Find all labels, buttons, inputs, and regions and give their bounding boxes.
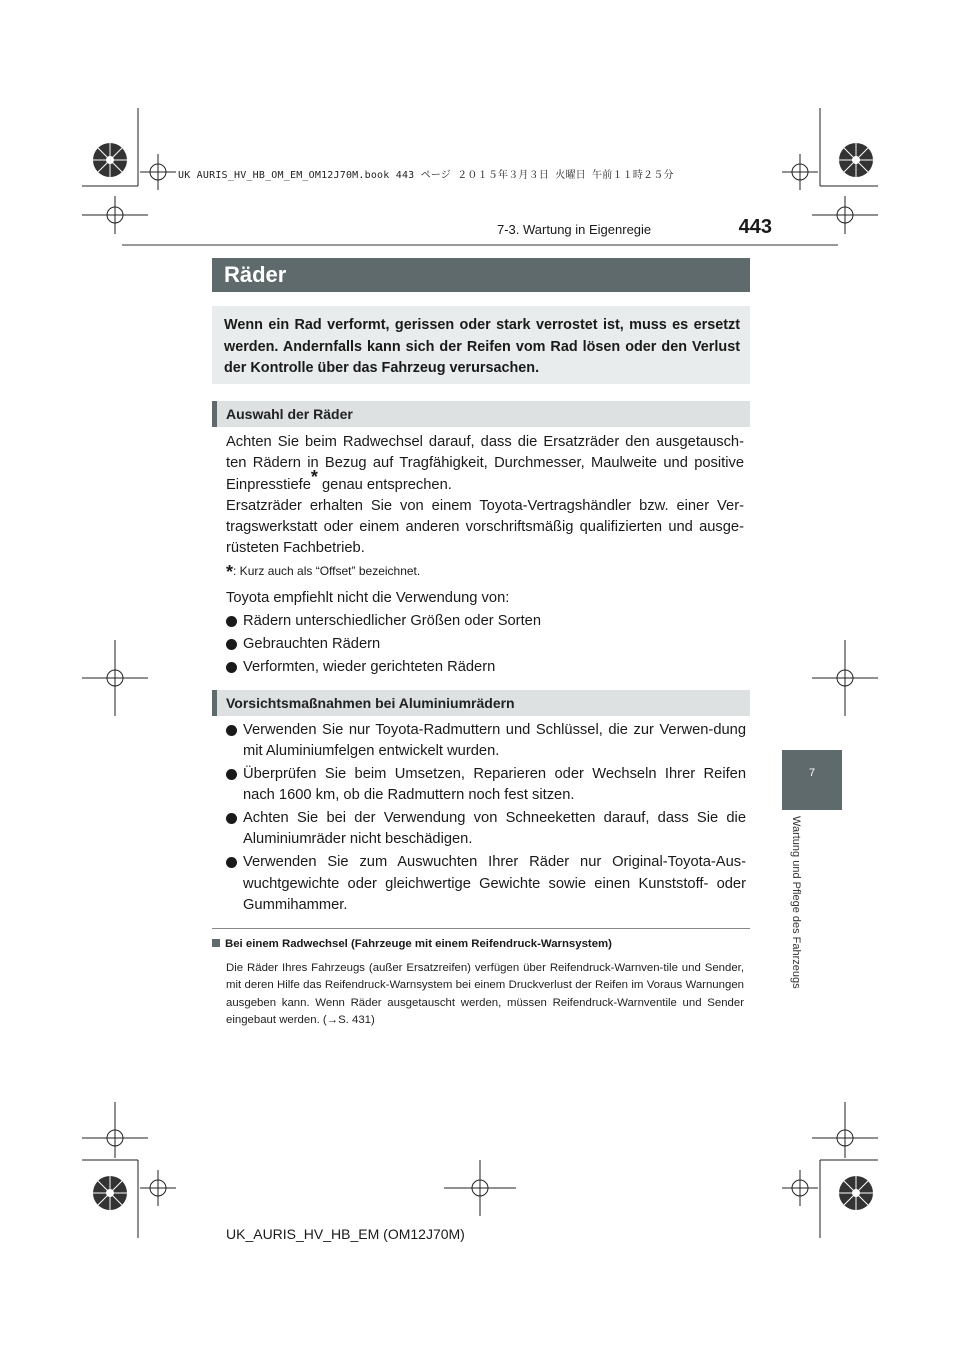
list-item-text: Verwenden Sie zum Auswuchten Ihrer Räder nur Original-Toyota-Aus-wuchtgewichte oder gleichwertige Gewichte sowie einen Kunststoff- oder Gummihammer. xyxy=(243,854,746,913)
list-item-text: Rädern unterschiedlicher Größen oder Sorten xyxy=(243,613,541,629)
header-rule xyxy=(122,244,838,246)
list-item xyxy=(226,657,746,678)
paragraph-replacement xyxy=(226,432,744,496)
page-title: Räder xyxy=(212,258,750,292)
bullet-icon xyxy=(226,857,237,868)
paragraph-replacement-end: genau entsprechen. xyxy=(317,476,452,493)
crosshair-left-mid xyxy=(82,640,148,716)
intro-box: Wenn ein Rad verformt, gerissen oder stark verrostet ist, muss es ersetzt werden. Andernfalls kann sich der Reifen vom Rad lösen oder den Verlust der Kontrolle über das Fahrzeug verursachen. xyxy=(212,306,750,384)
crosshair-right-mid xyxy=(812,640,878,716)
crosshair-top-right xyxy=(782,154,818,190)
footnote xyxy=(226,562,420,583)
crosshair-right-upper xyxy=(812,196,878,234)
wheel-selection-text xyxy=(226,432,744,560)
paragraph-replacement-text: Achten Sie beim Radwechsel darauf, dass die Ersatzräder den ausgetausch-ten Rädern in Bezug auf Tragfähigkeit, Durchmesser, Maulweite und positive Einpresstiefe xyxy=(226,434,744,493)
bullet-icon xyxy=(226,813,237,824)
recommendation-line: Toyota empfiehlt nicht die Verwendung von: xyxy=(226,590,510,606)
list-item-text: Überprüfen Sie beim Umsetzen, Reparieren oder Wechseln Ihrer Reifen nach 1600 km, ob die Radmuttern noch fest sitzen. xyxy=(243,766,746,804)
bullet-icon xyxy=(226,662,237,673)
section-header: 7-3. Wartung in Eigenregie xyxy=(497,222,652,237)
crosshair-bottom-center xyxy=(444,1160,516,1216)
list-item-text: Verwenden Sie nur Toyota-Radmuttern und Schlüssel, die zur Verwen-dung mit Aluminiumfelgen entwickelt wurden. xyxy=(243,722,746,760)
chapter-side-title xyxy=(788,816,804,1026)
footnote-star: * xyxy=(226,562,234,582)
section-heading-aluminium-wheels: Vorsichtsmaßnahmen bei Aluminiumrädern xyxy=(212,690,750,716)
list-item-text: Gebrauchten Rädern xyxy=(243,635,381,652)
page-number: 443 xyxy=(738,216,772,238)
section-heading-wheel-selection: Auswahl der Räder xyxy=(212,401,750,427)
note-heading xyxy=(212,938,612,950)
crosshair-bottom-right xyxy=(782,1170,818,1206)
paragraph-dealer: Ersatzräder erhalten Sie von einem Toyota-Vertragshändler bzw. einer Ver-tragswerkstatt oder einem anderen vorschriftsmäßig qualifizierten und ausge-rüsteten Fachbetrieb. xyxy=(226,497,744,557)
crosshair-right-lower xyxy=(812,1102,878,1158)
bullet-icon xyxy=(226,639,237,650)
chapter-title: Wartung und Pflege des Fahrzeugs xyxy=(790,816,802,989)
footer-document-id: UK_AURIS_HV_HB_EM (OM12J70M) xyxy=(226,1226,465,1242)
list-item-text: Achten Sie bei der Verwendung von Schneeketten darauf, dass Sie die Aluminiumräder nicht beschädigen. xyxy=(243,810,746,848)
list-item xyxy=(226,764,746,807)
bullet-icon xyxy=(226,616,237,627)
crosshair-top-left xyxy=(140,154,176,190)
aluminium-precautions-list xyxy=(226,720,746,916)
footnote-text: : Kurz auch als “Offset” bezeichnet. xyxy=(233,564,421,578)
footnote-marker: * xyxy=(310,466,318,487)
divider xyxy=(212,928,750,929)
crosshair-bottom-left xyxy=(140,1170,176,1206)
list-item xyxy=(226,720,746,763)
crosshair-left-lower xyxy=(82,1102,148,1158)
note-heading-text: Bei einem Radwechsel (Fahrzeuge mit einem Reifendruck-Warnsystem) xyxy=(225,938,612,950)
crosshair-left-upper xyxy=(82,196,148,234)
note-body: Die Räder Ihres Fahrzeugs (außer Ersatzreifen) verfügen über Reifendruck-Warnven-tile und Sender, mit deren Hilfe das Reifendruck-Warnsystem bei einem Druckverlust der Reifen im Voraus Warnungen ausgeben kann. Wenn Räder ausgetauscht werden, müssen Reifendruck-Warnventile und Sender eingebaut werden. (→S. 431) xyxy=(226,962,744,1027)
bullet-icon xyxy=(226,769,237,780)
list-item xyxy=(226,634,746,655)
chapter-tab: 7 xyxy=(782,750,842,810)
print-info-line: UK AURIS_HV_HB_OM_EM_OM12J70M.book 443 ページ ２０１５年３月３日 火曜日 午前１１時２５分 xyxy=(178,170,674,181)
square-bullet-icon xyxy=(212,939,220,947)
list-item xyxy=(226,852,746,916)
list-item xyxy=(226,611,746,632)
list-item-text: Verformten, wieder gerichteten Rädern xyxy=(243,658,496,675)
not-recommended-list xyxy=(226,611,746,678)
list-item xyxy=(226,808,746,851)
bullet-icon xyxy=(226,725,237,736)
